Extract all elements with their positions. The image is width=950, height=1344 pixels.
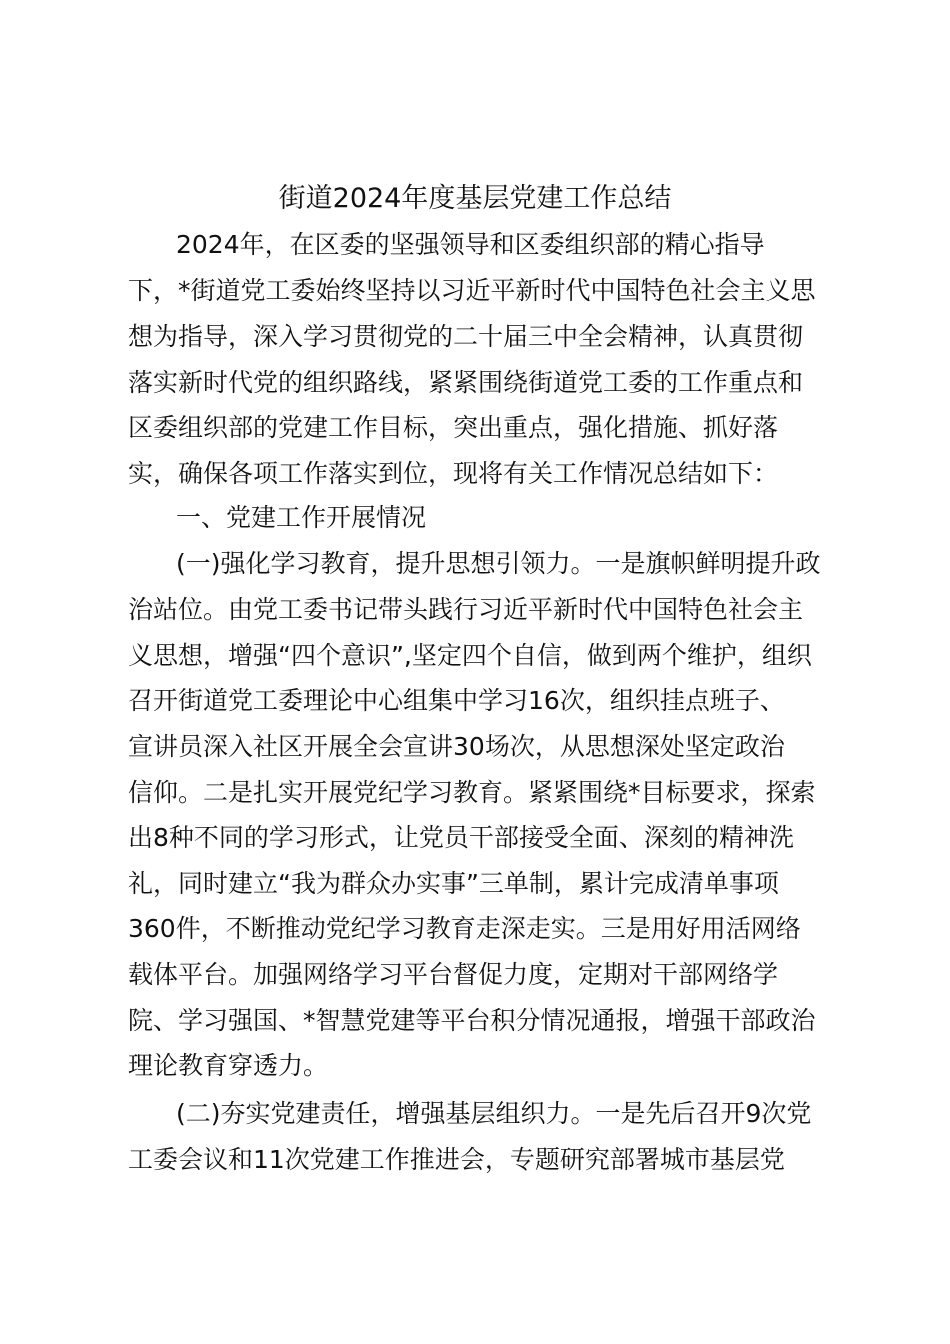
paragraph-line: 实，确保各项工作落实到位，现将有关工作情况总结如下： [128, 459, 779, 488]
paragraph-line: 宣讲员深入社区开展全会宣讲30场次，从思想深处坚定政治 [128, 732, 785, 761]
paragraph-line: 工委会议和11次党建工作推进会，专题研究部署城市基层党 [128, 1145, 785, 1174]
paragraph-line: 礼，同时建立“我为群众办实事”三单制，累计完成清单事项 [128, 869, 779, 898]
paragraph-line: 想为指导，深入学习贯彻党的二十届三中全会精神，认真贯彻 [128, 322, 804, 351]
paragraph-line: 召开街道党工委理论中心组集中学习16次，组织挂点班子、 [128, 686, 785, 715]
paragraph-line: (二)夯实党建责任，增强基层组织力。一是先后召开9次党 [176, 1099, 812, 1128]
paragraph-line: (一)强化学习教育，提升思想引领力。一是旗帜鲜明提升政 [176, 549, 821, 578]
paragraph-line: 360件，不断推动党纪学习教育走深走实。三是用好用活网络 [128, 914, 801, 943]
paragraph-line: 载体平台。加强网络学习平台督促力度，定期对干部网络学 [128, 960, 779, 989]
paragraph-line: 院、学习强国、*智慧党建等平台积分情况通报，增强干部政治 [128, 1006, 816, 1035]
paragraph-line: 2024年，在区委的坚强领导和区委组织部的精心指导 [176, 230, 765, 259]
document-title: 街道2024年度基层党建工作总结 [278, 183, 672, 214]
paragraph-line: 义思想，增强“四个意识”,坚定四个自信，做到两个维护，组织 [128, 641, 812, 670]
paragraph-line: 区委组织部的党建工作目标，突出重点，强化措施、抓好落 [128, 413, 779, 442]
paragraph-line: 出8种不同的学习形式，让党员干部接受全面、深刻的精神洗 [128, 823, 794, 852]
paragraph-line: 理论教育穿透力。 [128, 1051, 329, 1080]
section-heading: 一、党建工作开展情况 [176, 503, 427, 532]
paragraph-line: 信仰。二是扎实开展党纪学习教育。紧紧围绕*目标要求，探索 [128, 778, 816, 807]
paragraph-line: 落实新时代党的组织路线，紧紧围绕街道党工委的工作重点和 [128, 368, 804, 397]
paragraph-line: 治站位。由党工委书记带头践行习近平新时代中国特色社会主 [128, 595, 804, 624]
paragraph-line: 下，*街道党工委始终坚持以习近平新时代中国特色社会主义思 [128, 276, 816, 305]
